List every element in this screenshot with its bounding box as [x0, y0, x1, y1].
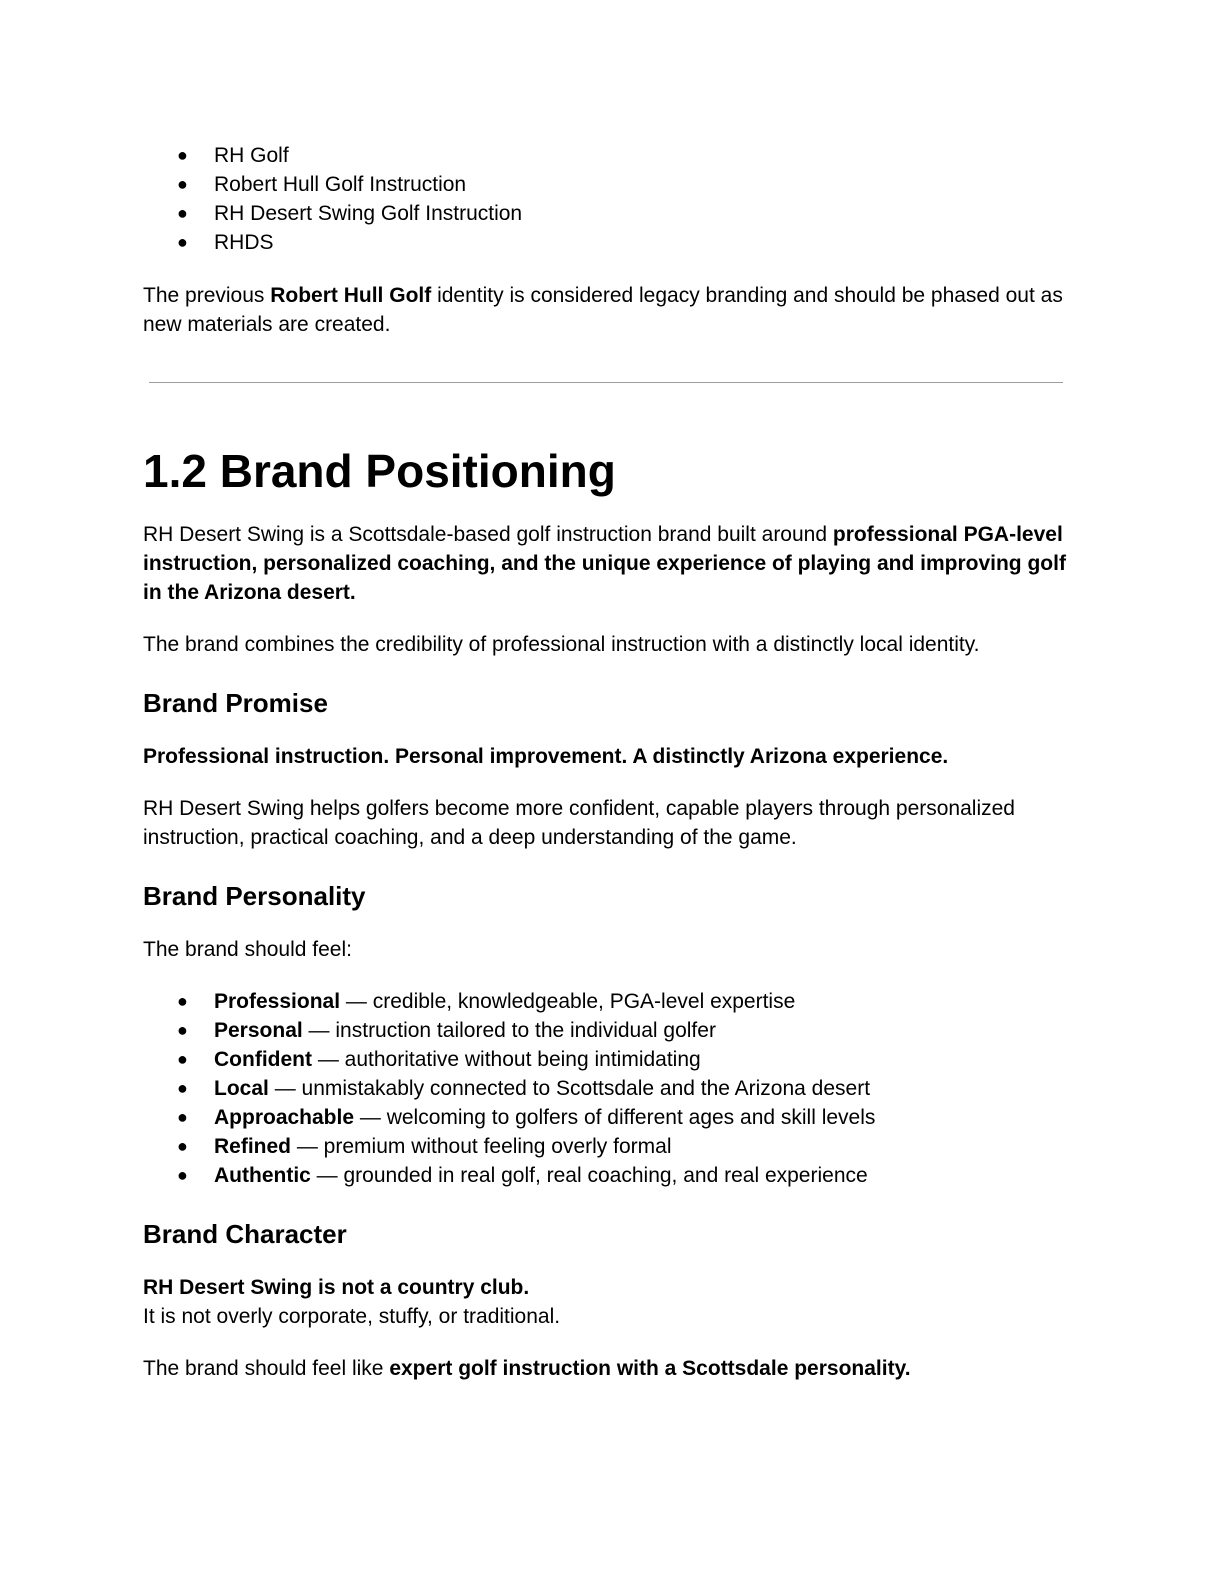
- list-item: [143, 1016, 1083, 1045]
- trait-term: Local: [214, 1077, 269, 1100]
- brand-character-statement: [143, 1273, 1083, 1302]
- list-item: ● Robert Hull Golf Instruction: [143, 170, 1083, 199]
- brand-promise-tagline-bold: Professional instruction. Personal improvement. A distinctly Arizona experience.: [143, 745, 949, 768]
- brand-character-closing-bold: expert golf instruction with a Scottsdale personality.: [389, 1357, 911, 1380]
- list-item: [143, 1132, 1083, 1161]
- section-divider: [149, 382, 1063, 383]
- positioning-bold: professional PGA-level instruction, personalized coaching, and the unique experience of playing and improving golf in the Arizona desert.: [143, 523, 1066, 604]
- list-item: ● RH Desert Swing Golf Instruction: [143, 199, 1083, 228]
- legacy-note-post: identity is considered legacy branding and should be phased out as new materials are created.: [143, 284, 1063, 336]
- positioning-paragraph: [143, 520, 1083, 607]
- brand-character-heading: Brand Character: [143, 1219, 347, 1249]
- trait-description: — grounded in real golf, real coaching, and real experience: [310, 1164, 868, 1187]
- trait-term: Approachable: [214, 1106, 355, 1129]
- list-item: [143, 1074, 1083, 1103]
- positioning-pre: RH Desert Swing is a Scottsdale-based golf instruction brand built around: [143, 523, 833, 546]
- brand-promise-body: RH Desert Swing helps golfers become more confident, capable players through personalized instruction, practical coaching, and a deep understanding of the game.: [143, 797, 1015, 849]
- trait-description: — credible, knowledgeable, PGA-level expertise: [340, 990, 796, 1013]
- positioning-combines-paragraph: The brand combines the credibility of professional instruction with a distinctly local identity.: [143, 633, 980, 656]
- legacy-note-pre: The previous: [143, 284, 271, 307]
- list-item: [143, 987, 1083, 1016]
- brand-promise-tagline: [143, 742, 1083, 771]
- document-content: [143, 141, 1083, 1383]
- brand-personality-heading: Brand Personality: [143, 881, 366, 911]
- trait-description: — authoritative without being intimidating: [311, 1048, 701, 1071]
- brand-personality-lead: The brand should feel:: [143, 938, 352, 961]
- legacy-note-bold: Robert Hull Golf: [270, 284, 432, 307]
- list-item: [143, 1103, 1083, 1132]
- trait-term: Personal: [214, 1019, 303, 1042]
- list-item: ● RH Golf: [143, 141, 1083, 170]
- personality-trait-list: [143, 987, 1083, 1190]
- list-item: ● RHDS: [143, 228, 1083, 257]
- brand-character-bold-line: RH Desert Swing is not a country club.: [143, 1276, 530, 1299]
- section-title: 1.2 Brand Positioning: [143, 445, 616, 497]
- trait-description: — unmistakably connected to Scottsdale and the Arizona desert: [268, 1077, 871, 1100]
- brand-promise-heading: Brand Promise: [143, 688, 328, 718]
- brand-name-list: [143, 141, 1083, 257]
- trait-term: Refined: [214, 1135, 292, 1158]
- trait-description: — welcoming to golfers of different ages and skill levels: [354, 1106, 876, 1129]
- brand-character-closing-pre: The brand should feel like: [143, 1357, 390, 1380]
- trait-description: — instruction tailored to the individual golfer: [302, 1019, 716, 1042]
- trait-term: Authentic: [214, 1164, 311, 1187]
- list-item: [143, 1045, 1083, 1074]
- list-item: [143, 1161, 1083, 1190]
- trait-description: — premium without feeling overly formal: [291, 1135, 672, 1158]
- trait-term: Professional: [214, 990, 341, 1013]
- brand-character-closing: [143, 1354, 1083, 1383]
- legacy-note-paragraph: [143, 281, 1083, 339]
- trait-term: Confident: [214, 1048, 312, 1071]
- brand-character-line2: It is not overly corporate, stuffy, or traditional.: [143, 1305, 561, 1328]
